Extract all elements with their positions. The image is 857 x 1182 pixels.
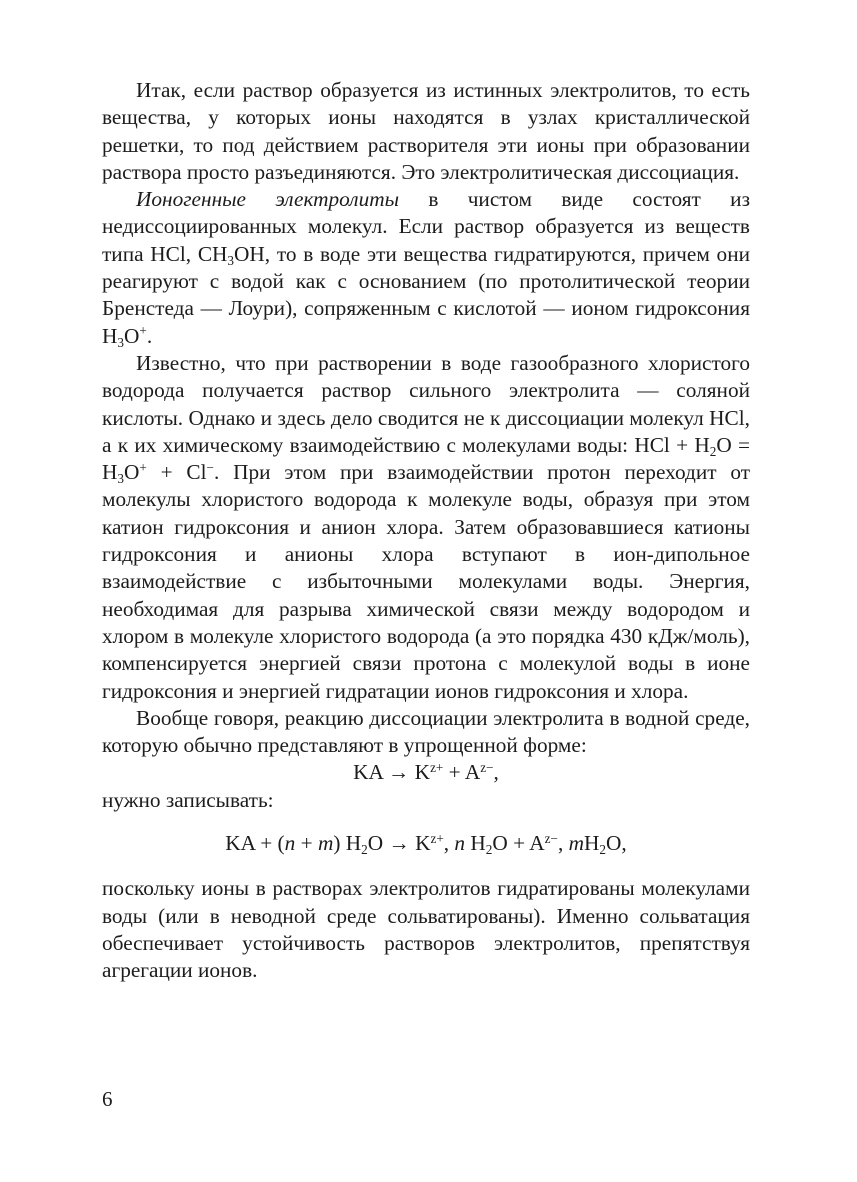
paragraph-ionogenic-electrolytes: Ионогенные электролиты в чистом виде состоят из недиссоциированных молекул. Если раствор образуется из веществ типа HCl, $CH_3OH$, то в воде эти вещества гидратируются, причем они реагируют с водой как с основанием (по протолитической теории Бренстеда — Лоури), сопряженным с кислотой — ионом гидроксония $H_3O^+$.: [102, 187, 750, 350]
paragraph-hydrogen-chloride: Известно, что при растворении в воде газообразного хлористого водорода получается раствор сильного электролита — соляной кислоты. Однако и здесь дело сводится не к диссоциации молекул HCl, а к их химическому взаимодействию с молекулами воды: HCl + $H_2O = H_3O^+ + Cl^-$. При этом при взаимодействии протон переходит от молекулы хлористого водорода к молекуле воды, образуя при этом катион гидроксония и анион хлора. Затем образовавшиеся катионы гидроксония и анионы хлора вступают в ион-дипольное взаимодействие с избыточными молекулами воды. Энергия, необходимая для разрыва химической связи между водородом и хлором в молекуле хлористого водорода (а это порядка 430 кДж/моль), компенсируется энергией связи протона с молекулой воды в ионе гидроксония и энергией гидратации ионов гидроксония и хлора.: [102, 350, 751, 703]
term-ionogenic-electrolytes: Ионогенные электролиты: [136, 187, 400, 212]
paragraph-true-electrolytes: Итак, если раствор образуется из истинных электролитов, то есть вещества, у которых ионы находятся в узлах кристаллической решетки, то под действием растворителя эти ионы при образовании раствора просто разъединяются. Это электролитическая диссоциация.: [102, 78, 750, 184]
formula-hydrated-dissociation: KA + (n + m) $H_2O \to K^{z+}$, n $H_2O + A^{z-}$, $mH_2O$,: [225, 830, 627, 858]
page-number: 6: [102, 1087, 113, 1111]
page-body: [102, 77, 750, 985]
formula-simple-dissociation: KA → $K^{z+} + A^{z-}$,: [353, 760, 499, 785]
paragraph-dissociation-intro: Вообще говоря, реакцию диссоциации электролита в водной среде, которую обычно представляют в упрощенной форме:: [102, 705, 750, 758]
paragraph-solvation: поскольку ионы в растворах электролитов гидратированы молекулами воды (или в неводной среде сольватированы). Именно сольватация обеспечивает устойчивость растворов электролитов, препятствуя агрегации ионов.: [102, 876, 750, 983]
paragraph-should-write: нужно записывать:: [102, 787, 274, 812]
